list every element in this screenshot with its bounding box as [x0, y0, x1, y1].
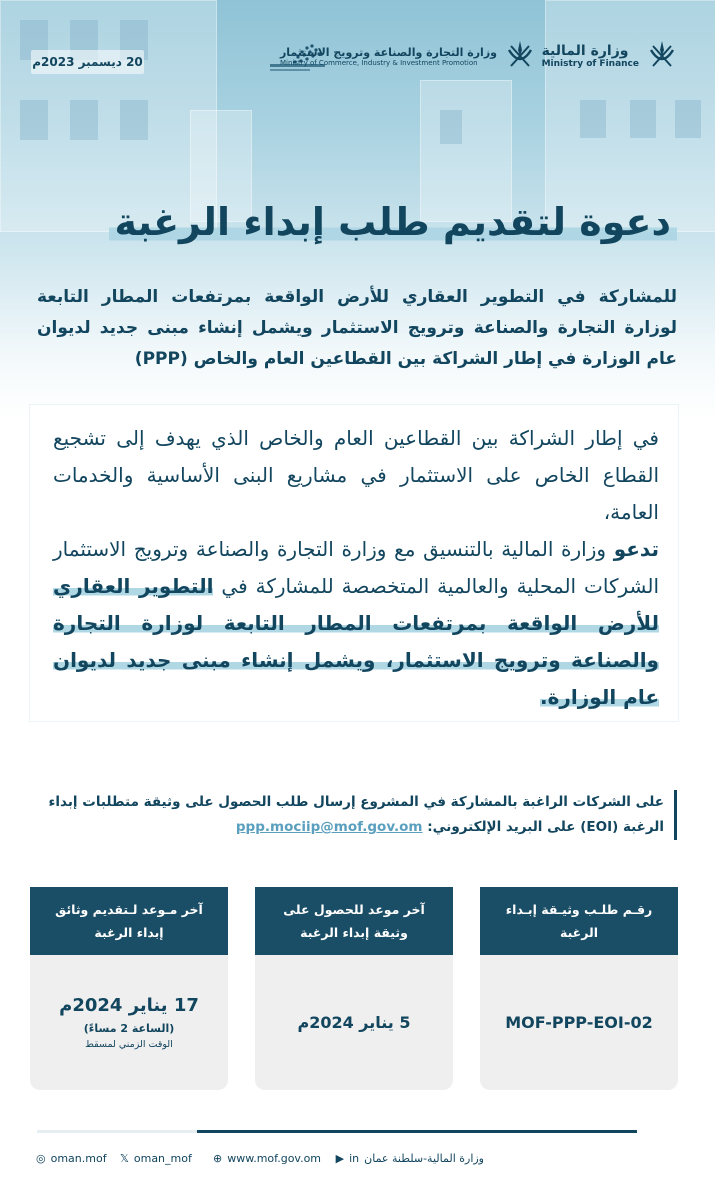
card-body [30, 955, 228, 1090]
footer-website-label[interactable]: www.mof.gov.om [227, 1151, 322, 1165]
footer-instagram[interactable] [36, 1148, 107, 1168]
x-icon: 𝕏 [120, 1151, 129, 1165]
highlight-text: التطوير العقاري للأرض الواقعة بمرتفعات المطار التابعة لوزارة التجارة والصناعة وترويج الاستثمار، ويشمل إنشاء مبنى جديد لديوان عام الوزارة. [53, 574, 659, 709]
moc-logo [280, 38, 535, 74]
page-title: دعوة لتقديم طلب إبداء الرغبة [109, 200, 677, 244]
card-header: رقـم طلـب وثيـقة إبـداء الرغبة [480, 887, 678, 955]
moc-logo-english: Ministry of Commerce, Industry & Investment Promotion [279, 58, 478, 67]
card-submit-deadline [30, 887, 228, 1090]
footer-divider [37, 1130, 637, 1133]
card-value: 5 يناير 2024م [297, 1013, 411, 1032]
card-value: 17 يناير 2024م [59, 995, 199, 1016]
body-intro: في إطار الشراكة بين القطاعين العام والخاص الذي يهدف إلى تشجيع القطاع الخاص على الاستثمار في مشاريع البنى الأساسية والخدمات العامة، [53, 426, 659, 524]
footer-x[interactable] [120, 1148, 192, 1168]
oman-emblem-icon [505, 38, 535, 74]
mof-logo-english: Ministry of Finance [541, 59, 639, 69]
notice-text: على الشركات الراغبة بالمشاركة في المشروع إرسال طلب الحصول على وثيقة متطلبات إبداء الرغبة (EOI) على البريد الإلكتروني: [48, 794, 664, 835]
footer-org [336, 1148, 484, 1168]
invite-word: تدعو [613, 537, 659, 561]
footer-instagram-label[interactable]: oman.mof [50, 1151, 107, 1165]
card-obtain-deadline [255, 887, 453, 1090]
footer-x-label[interactable]: oman_mof [133, 1151, 192, 1165]
body-text [53, 420, 659, 716]
linkedin-icon[interactable]: in [349, 1151, 360, 1165]
card-header: آخر موعد للحصول على وثيقة إبداء الرغبة [255, 887, 453, 955]
date-badge: 20 ديسمبر 2023م [31, 50, 144, 74]
oman-emblem-icon [647, 38, 677, 74]
card-body [255, 955, 453, 1090]
subtitle: للمشاركة في التطوير العقاري للأرض الواقعة بمرتفعات المطار التابعة لوزارة التجارة والصناعة وترويج الاستثمار ويشمل إنشاء مبنى جديد لديوان عام الوزارة في إطار الشراكة بين القطاعين العام والخاص (PPP) [37, 287, 677, 369]
footer-website[interactable] [213, 1148, 321, 1168]
card-request-number [480, 887, 678, 1090]
card-value: MOF-PPP-EOI-02 [505, 1013, 653, 1032]
invite-text: وزارة المالية بالتنسيق مع وزارة التجارة والصناعة وترويج الاستثمار الشركات المحلية والعالمية المتخصصة للمشاركة في [53, 537, 660, 598]
instagram-icon: ◎ [36, 1151, 46, 1165]
card-header: آخر مـوعد لـتقديم وثائق إبداء الرغبة [30, 887, 228, 955]
mof-logo [542, 38, 677, 74]
card-note: الوقت الزمني لمسقط [85, 1039, 173, 1050]
mof-logo-arabic: وزارة المالية [541, 43, 629, 59]
email-link[interactable]: ppp.mociip@mof.gov.om [235, 819, 423, 835]
card-body [480, 955, 678, 1090]
card-time: (الساعة 2 مساءً) [83, 1022, 175, 1035]
globe-icon: ⊕ [213, 1151, 223, 1165]
footer-org-label: وزارة المالية-سلطنة عمان [364, 1151, 484, 1165]
moc-logo-arabic: وزارة التجارة والصناعة وترويج الاستثمار [279, 45, 497, 59]
eoi-notice [24, 790, 677, 840]
youtube-icon[interactable]: ▶ [335, 1151, 345, 1165]
